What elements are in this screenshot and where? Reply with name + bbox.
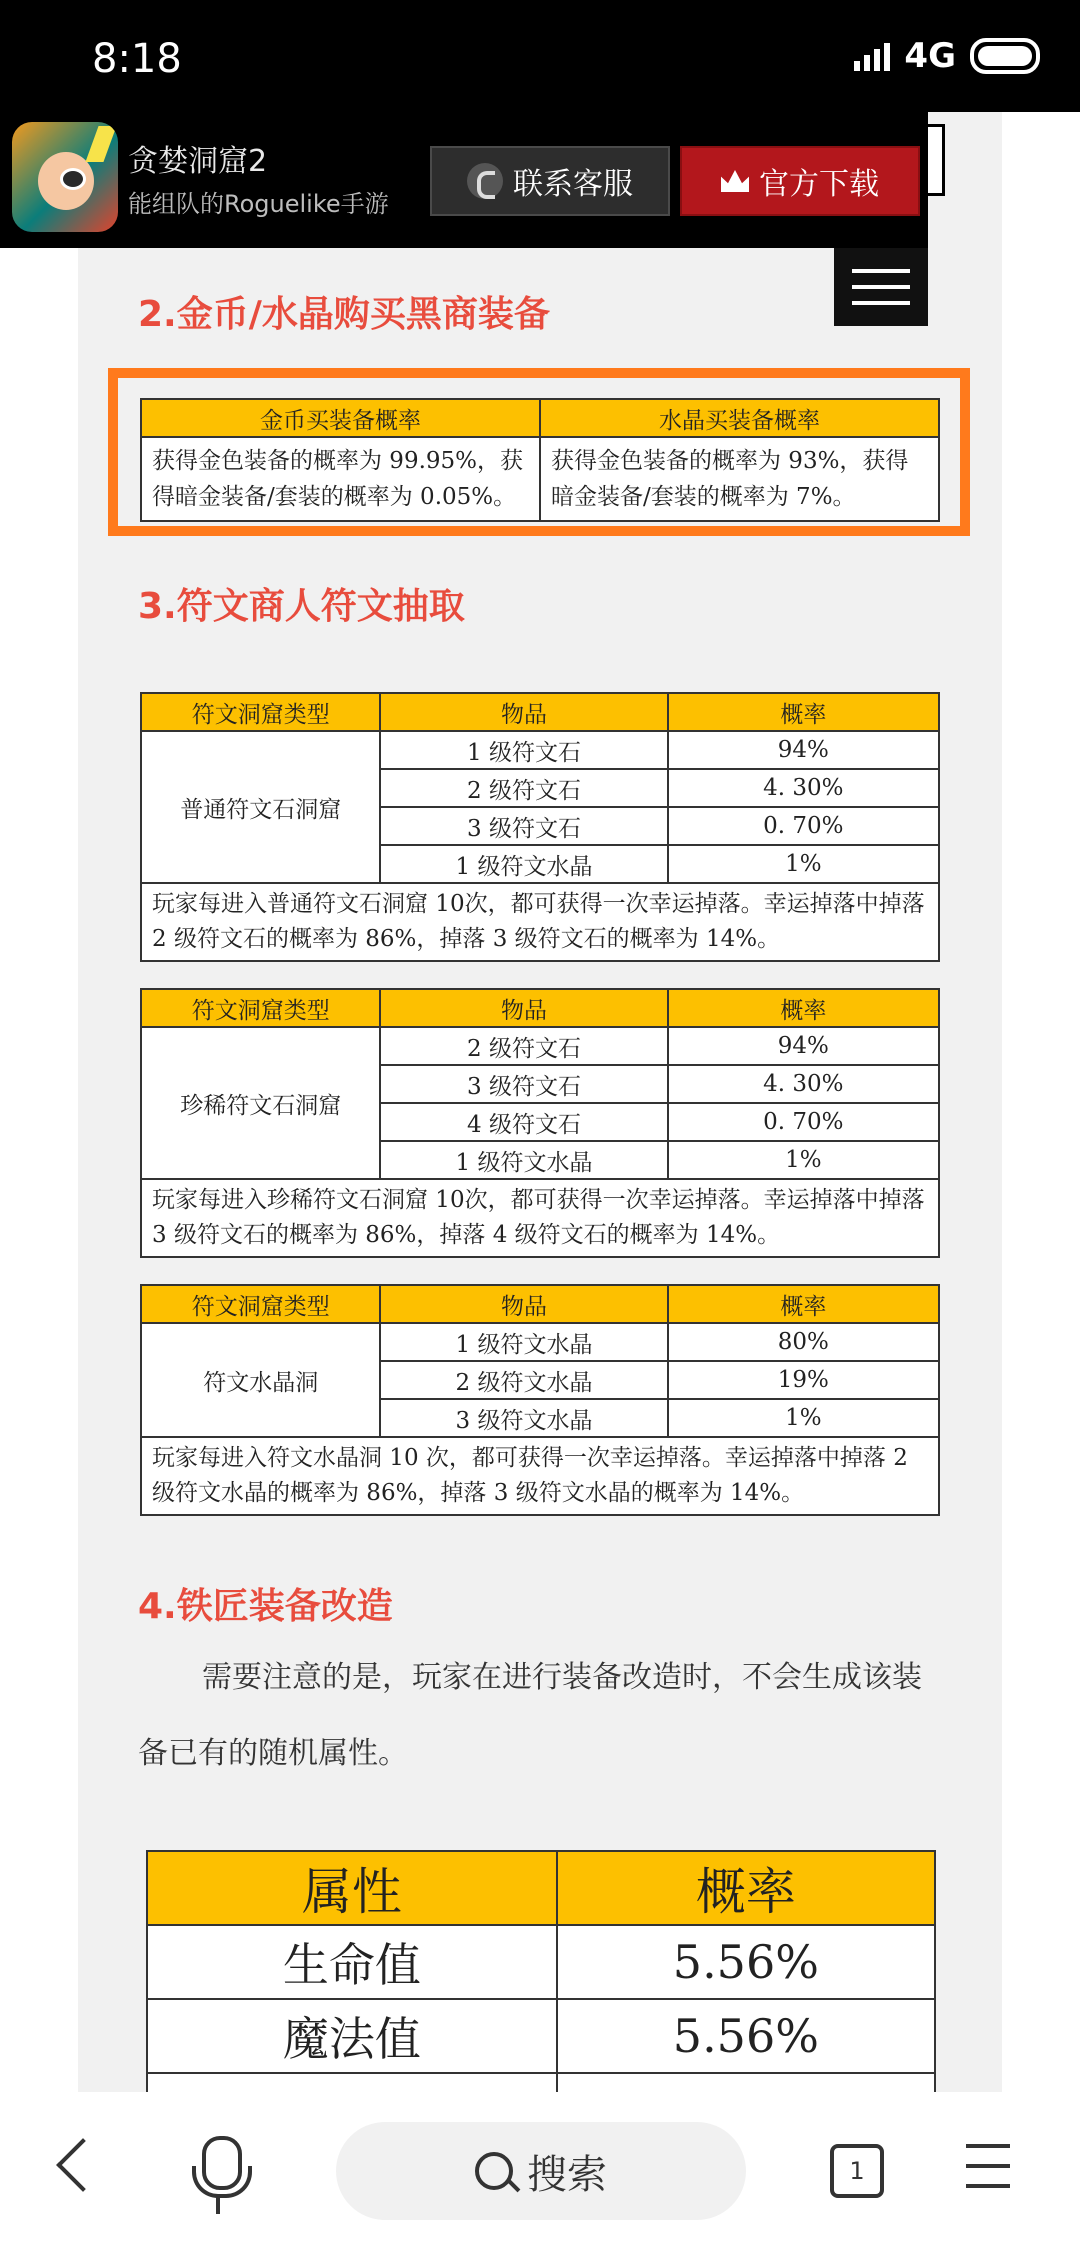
- hamburger-line: [852, 269, 910, 273]
- table-header: 物品: [380, 1285, 667, 1323]
- item-cell: 2 级符文石: [380, 769, 667, 807]
- rate-cell: 1%: [668, 845, 939, 883]
- item-cell: 1 级符文石: [380, 731, 667, 769]
- luck-drop-note: 玩家每进入普通符文石洞窟 10次，都可获得一次幸运掉落。幸运掉落中掉落 2 级符文石的概率为 86%，掉落 3 级符文石的概率为 14%。: [141, 883, 939, 961]
- table-header: 符文洞窟类型: [141, 1285, 380, 1323]
- character-eye-icon: [60, 168, 86, 190]
- lightning-icon: [85, 126, 116, 162]
- item-cell: 3 级符文水晶: [380, 1399, 667, 1437]
- rate-cell: 94%: [668, 731, 939, 769]
- item-cell: 2 级符文石: [380, 1027, 667, 1065]
- highlight-frame: [108, 368, 970, 536]
- banner-edge: [928, 124, 945, 196]
- contact-support-button[interactable]: [430, 146, 670, 216]
- search-label: 搜索: [527, 2151, 607, 2198]
- rune-table-crystal: [140, 1284, 940, 1516]
- network-type: 4G: [904, 36, 956, 76]
- hamburger-line: [852, 285, 910, 289]
- rune-table-rare: [140, 988, 940, 1258]
- table-header: 概率: [668, 1285, 939, 1323]
- attribute-rate-cell: 5.56%: [557, 1999, 935, 2073]
- item-cell: 3 级符文石: [380, 807, 667, 845]
- rate-cell: 0. 70%: [668, 807, 939, 845]
- table-header: 概率: [557, 1851, 935, 1925]
- official-download-button[interactable]: [680, 146, 920, 216]
- table-header: 符文洞窟类型: [141, 693, 380, 731]
- rate-cell: 1%: [668, 1141, 939, 1179]
- table-header: 概率: [668, 693, 939, 731]
- item-cell: 3 级符文石: [380, 1065, 667, 1103]
- site-menu-button[interactable]: [834, 248, 928, 326]
- item-cell: 1 级符文水晶: [380, 845, 667, 883]
- contact-support-label: 联系客服: [513, 167, 633, 202]
- attribute-rate-cell: 5.56%: [557, 1925, 935, 1999]
- phone-icon: [467, 163, 503, 199]
- back-icon[interactable]: [56, 2138, 110, 2192]
- search-button[interactable]: [336, 2122, 746, 2220]
- table-header: 属性: [147, 1851, 557, 1925]
- table-cell: [147, 2073, 557, 2094]
- table-header: 物品: [380, 989, 667, 1027]
- menu-line: [966, 2144, 1010, 2148]
- attribute-name-cell: 生命值: [147, 1925, 557, 1999]
- rate-cell: 80%: [668, 1323, 939, 1361]
- table-header: 概率: [668, 989, 939, 1027]
- table-cell: 获得金色装备的概率为 93%，获得暗金装备/套装的概率为 7%。: [540, 437, 939, 521]
- attribute-probability-table: [146, 1850, 936, 2094]
- luck-drop-note: 玩家每进入珍稀符文石洞窟 10次，都可获得一次幸运掉落。幸运掉落中掉落 3 级符文石的概率为 86%，掉落 4 级符文石的概率为 14%。: [141, 1179, 939, 1257]
- rate-cell: 4. 30%: [668, 769, 939, 807]
- table-header: 符文洞窟类型: [141, 989, 380, 1027]
- signal-icon: [854, 41, 890, 71]
- search-icon: [475, 2152, 513, 2190]
- status-time: 8:18: [92, 36, 182, 82]
- game-banner[interactable]: [0, 112, 928, 248]
- item-cell: 2 级符文水晶: [380, 1361, 667, 1399]
- section-heading-3: 3.符文商人符文抽取: [138, 586, 465, 627]
- luck-drop-note: 玩家每进入符文水晶洞 10 次，都可获得一次幸运掉落。幸运掉落中掉落 2 级符文水晶的概率为 86%，掉落 3 级符文水晶的概率为 14%。: [141, 1437, 939, 1515]
- item-cell: 4 级符文石: [380, 1103, 667, 1141]
- table-header: 物品: [380, 693, 667, 731]
- rate-cell: 4. 30%: [668, 1065, 939, 1103]
- menu-line: [966, 2184, 1010, 2188]
- rate-cell: 94%: [668, 1027, 939, 1065]
- section-heading-4: 4.铁匠装备改造: [138, 1586, 393, 1627]
- tabs-button[interactable]: 1: [830, 2144, 884, 2198]
- table-cell: [557, 2073, 935, 2094]
- status-bar: [0, 0, 1080, 112]
- rate-cell: 1%: [668, 1399, 939, 1437]
- official-download-label: 官方下载: [759, 167, 879, 202]
- attribute-name-cell: 魔法值: [147, 1999, 557, 2073]
- rate-cell: 0. 70%: [668, 1103, 939, 1141]
- table-header: 水晶买装备概率: [540, 399, 939, 437]
- hamburger-line: [852, 301, 910, 305]
- microphone-base-icon: [216, 2196, 220, 2214]
- cave-type-cell: 珍稀符文石洞窟: [141, 1027, 380, 1179]
- menu-icon[interactable]: [966, 2144, 1010, 2188]
- game-title: 贪婪洞窟2: [128, 144, 268, 179]
- crown-icon: [721, 170, 749, 192]
- section-paragraph: 需要注意的是，玩家在进行装备改造时，不会生成该装备已有的随机属性。: [138, 1660, 922, 1771]
- rate-cell: 19%: [668, 1361, 939, 1399]
- bottom-navigation: [0, 2092, 1080, 2248]
- item-cell: 1 级符文水晶: [380, 1323, 667, 1361]
- menu-line: [966, 2164, 1010, 2168]
- game-subtitle: 能组队的Roguelike手游: [128, 190, 389, 218]
- battery-icon: [970, 38, 1040, 74]
- cave-type-cell: 符文水晶洞: [141, 1323, 380, 1437]
- rune-table-normal: [140, 692, 940, 962]
- status-icons: [854, 36, 1040, 76]
- item-cell: 1 级符文水晶: [380, 1141, 667, 1179]
- microphone-stand-icon: [192, 2166, 252, 2198]
- section-heading-2: 2.金币/水晶购买黑商装备: [138, 294, 550, 335]
- game-icon[interactable]: [12, 122, 118, 232]
- table-cell: 获得金色装备的概率为 99.95%，获得暗金装备/套装的概率为 0.05%。: [141, 437, 540, 521]
- cave-type-cell: 普通符文石洞窟: [141, 731, 380, 883]
- table-header: 金币买装备概率: [141, 399, 540, 437]
